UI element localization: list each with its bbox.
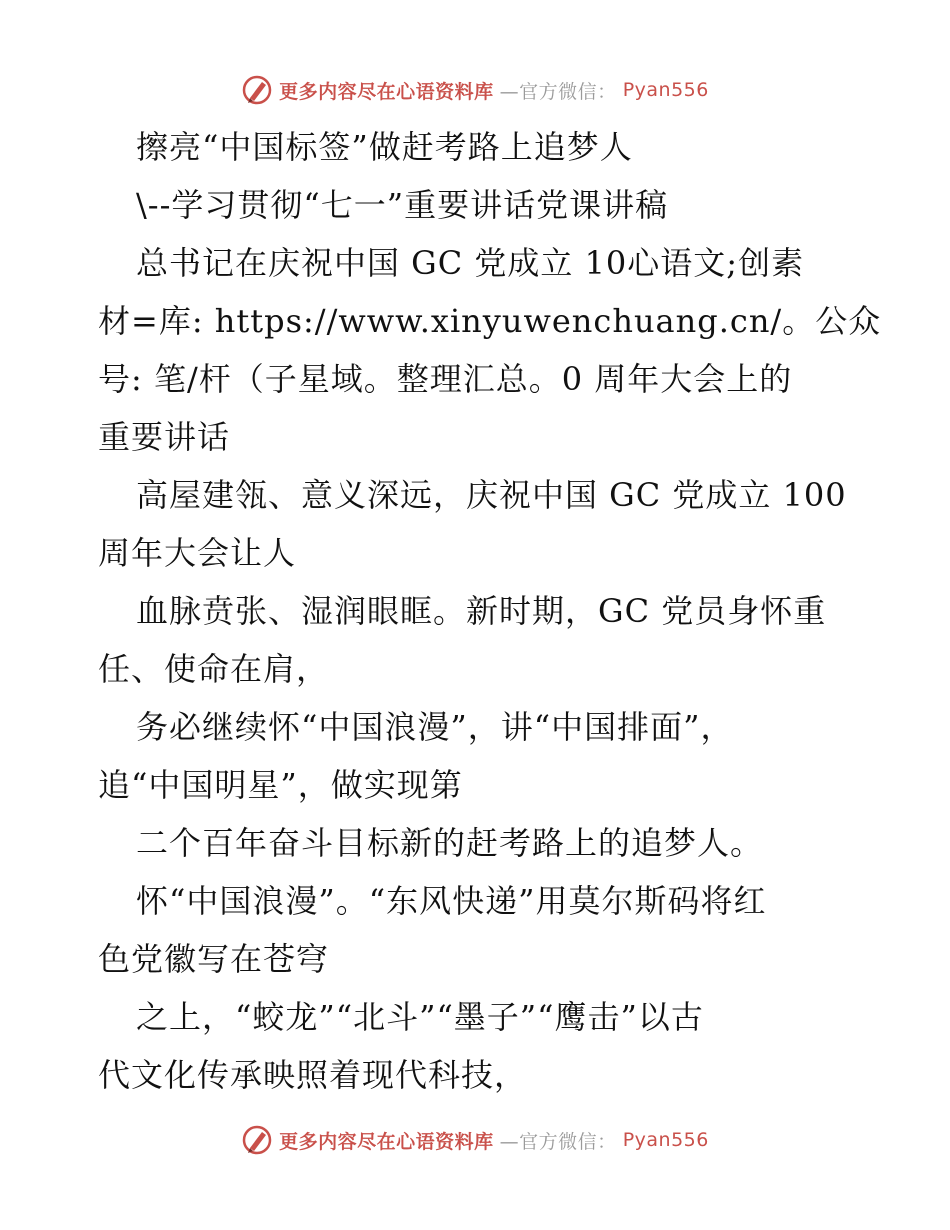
text-line: 之上，“蛟龙”“北斗”“墨子”“鹰击”以古 bbox=[136, 998, 704, 1036]
footer-banner bbox=[0, 1122, 950, 1158]
document-body bbox=[98, 118, 882, 1104]
text-line: 号: 笔/杆（子星域。整理汇总。0 周年大会上的 bbox=[98, 360, 793, 398]
pen-logo-icon bbox=[241, 1124, 273, 1156]
text-line: 高屋建瓴、意义深远，庆祝中国 GC 党成立 100 bbox=[136, 476, 847, 514]
banner-title: 更多内容尽在心语资料库 bbox=[279, 80, 494, 103]
text-line: 周年大会让人 bbox=[98, 534, 297, 572]
text-line: \--学习贯彻“七一”重要讲话党课讲稿 bbox=[136, 186, 669, 224]
pen-logo-icon bbox=[241, 74, 273, 106]
text-line: 怀“中国浪漫”。“东风快递”用莫尔斯码将红 bbox=[136, 882, 767, 920]
text-line: 材=库: https://www.xinyuwenchuang.cn/。公众 bbox=[98, 302, 882, 340]
banner-wechat-id: Pyan556 bbox=[622, 79, 709, 101]
text-line: 色党徽写在苍穹 bbox=[98, 940, 330, 978]
text-line: 务必继续怀“中国浪漫”，讲“中国排面”， bbox=[136, 708, 734, 746]
banner-wechat-label: —官方微信： bbox=[499, 1130, 617, 1153]
text-line: 任、使命在肩， bbox=[98, 650, 330, 688]
text-line: 总书记在庆祝中国 GC 党成立 10心语文;创素 bbox=[136, 244, 805, 282]
text-line: 擦亮“中国标签”做赶考路上追梦人 bbox=[136, 128, 633, 166]
header-banner bbox=[0, 72, 950, 108]
text-line: 二个百年奋斗目标新的赶考路上的追梦人。 bbox=[136, 824, 764, 862]
text-line: 代文化传承映照着现代科技， bbox=[98, 1056, 528, 1094]
banner-wechat-label: —官方微信： bbox=[499, 80, 617, 103]
banner-title: 更多内容尽在心语资料库 bbox=[279, 1130, 494, 1153]
text-line: 重要讲话 bbox=[98, 418, 231, 456]
text-line: 血脉贲张、湿润眼眶。新时期，GC 党员身怀重 bbox=[136, 592, 827, 630]
text-line: 追“中国明星”，做实现第 bbox=[98, 766, 463, 804]
banner-wechat-id: Pyan556 bbox=[622, 1129, 709, 1151]
